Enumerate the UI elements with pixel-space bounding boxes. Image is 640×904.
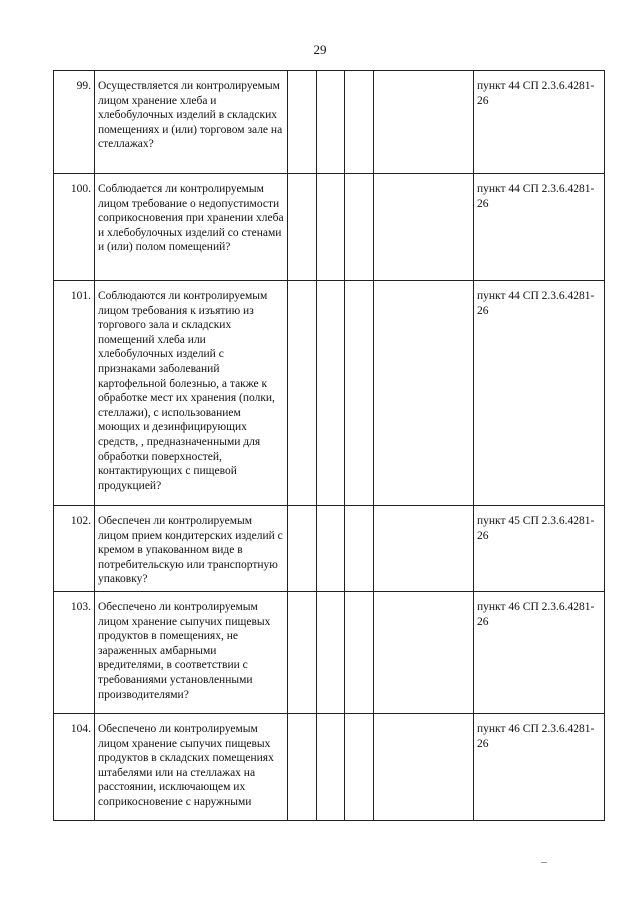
checklist-table	[53, 70, 605, 821]
page-number: 29	[313, 42, 327, 57]
requirement-reference: пункт 44 СП 2.3.6.4281-26	[474, 71, 605, 174]
answer-cell-no	[317, 714, 345, 821]
answer-cell-yes	[288, 506, 317, 592]
row-number: 102.	[54, 506, 95, 592]
requirement-reference: пункт 46 СП 2.3.6.4281-26	[474, 714, 605, 821]
question-text: Соблюдается ли контролируемым лицом требование о недопустимости соприкосновения при хранении хлеба и хлебобулочных изделий со стенами и (или) полом помещений?	[95, 174, 288, 281]
table-row	[54, 281, 605, 506]
answer-cell-yes	[288, 174, 317, 281]
notes-cell	[374, 506, 474, 592]
table-row	[54, 714, 605, 821]
answer-cell-yes	[288, 281, 317, 506]
answer-cell-na	[345, 714, 374, 821]
answer-cell-yes	[288, 714, 317, 821]
answer-cell-no	[317, 281, 345, 506]
question-text: Обеспечено ли контролируемым лицом хранение сыпучих пищевых продуктов в помещениях, не зараженных амбарными вредителями, в соответствии с требованиями установленными производителями?	[95, 592, 288, 714]
answer-cell-na	[345, 71, 374, 174]
requirement-reference: пункт 45 СП 2.3.6.4281-26	[474, 506, 605, 592]
row-number: 100.	[54, 174, 95, 281]
answer-cell-no	[317, 592, 345, 714]
answer-cell-na	[345, 506, 374, 592]
notes-cell	[374, 592, 474, 714]
row-number: 99.	[54, 71, 95, 174]
answer-cell-na	[345, 592, 374, 714]
question-text: Обеспечено ли контролируемым лицом хранение сыпучих пищевых продуктов в складских помещениях штабелями или на стеллажах на расстоянии, исключающем их соприкосновение с наружными	[95, 714, 288, 821]
notes-cell	[374, 71, 474, 174]
table-row	[54, 71, 605, 174]
answer-cell-no	[317, 506, 345, 592]
answer-cell-no	[317, 174, 345, 281]
requirement-reference: пункт 44 СП 2.3.6.4281-26	[474, 174, 605, 281]
question-text: Обеспечен ли контролируемым лицом прием кондитерских изделий с кремом в упакованном виде в потребительскую или транспортную упаковку?	[95, 506, 288, 592]
notes-cell	[374, 714, 474, 821]
answer-cell-na	[345, 174, 374, 281]
answer-cell-yes	[288, 71, 317, 174]
scan-artifact	[541, 862, 547, 863]
requirement-reference: пункт 46 СП 2.3.6.4281-26	[474, 592, 605, 714]
question-text: Соблюдаются ли контролируемым лицом требования к изъятию из торгового зала и складских помещений хлеба или хлебобулочных изделий с признаками заболеваний картофельной болезнью, а также к обработке мест их хранения (полки, стеллажи), с использованием моющих и дезинфицирующих средств, , предназначенными для обработки поверхностей, контактирующих с пищевой продукцией?	[95, 281, 288, 506]
answer-cell-na	[345, 281, 374, 506]
row-number: 101.	[54, 281, 95, 506]
row-number: 104.	[54, 714, 95, 821]
table-row	[54, 174, 605, 281]
row-number: 103.	[54, 592, 95, 714]
table-row	[54, 592, 605, 714]
answer-cell-no	[317, 71, 345, 174]
question-text: Осуществляется ли контролируемым лицом хранение хлеба и хлебобулочных изделий в складских помещениях и (или) торговом зале на стеллажах?	[95, 71, 288, 174]
requirement-reference: пункт 44 СП 2.3.6.4281-26	[474, 281, 605, 506]
notes-cell	[374, 174, 474, 281]
table-row	[54, 506, 605, 592]
notes-cell	[374, 281, 474, 506]
answer-cell-yes	[288, 592, 317, 714]
